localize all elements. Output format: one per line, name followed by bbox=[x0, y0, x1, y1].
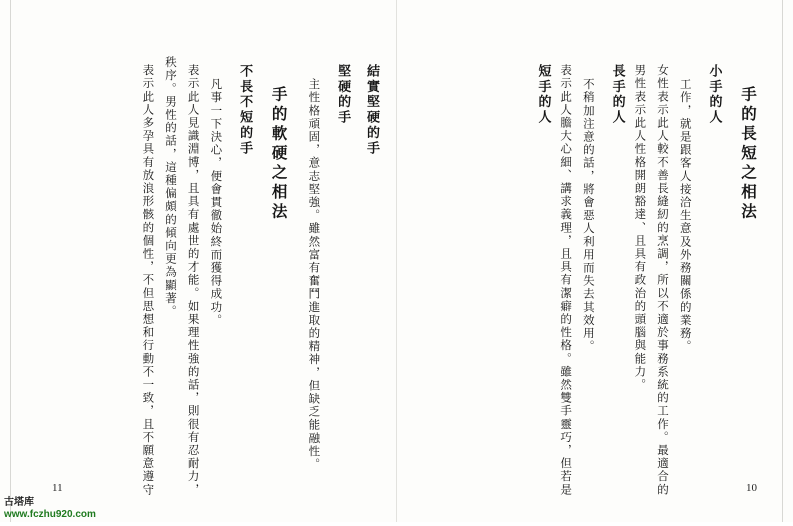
watermark-site-name: 古塔库 bbox=[4, 497, 34, 508]
body-line: 工作，就是跟客人接洽生意及外務關係的業務。 bbox=[678, 78, 693, 354]
section-heading-medium-hand: 不長不短的手 bbox=[237, 64, 253, 157]
body-line: 主性格頑固，意志堅強。雖然富有奮鬥進取的精神，但缺乏能融性。 bbox=[307, 78, 322, 471]
section-heading-hard-hand: 堅硬的手 bbox=[335, 64, 351, 126]
watermark-url: www.fczhu920.com bbox=[4, 508, 96, 520]
body-line: 秩序。男性的話，這種偏頗的傾向更為顯著。 bbox=[163, 56, 178, 318]
body-line: 凡事一下決心，便會貫徹始終而獲得成功。 bbox=[209, 78, 224, 327]
section-heading-firm-hard-hand: 結實堅硬的手 bbox=[364, 64, 379, 157]
section-heading-long-hand: 長手的人 bbox=[609, 64, 625, 126]
body-line: 男性表示此人性格開朗豁達、且具有政治的頭腦與能力。 bbox=[633, 64, 648, 392]
page-number-right: 10 bbox=[746, 482, 757, 494]
body-line: 女性表示此人較不善長縫紉的烹調，所以不適於事務系統的工作。最適合的 bbox=[656, 64, 671, 497]
body-line: 表示此人見識淵博，且具有處世的才能。如果理性強的話，則很有忍耐力， bbox=[186, 64, 201, 497]
page-right-heading: 手的長短之相法 bbox=[739, 86, 758, 223]
body-line: 表示此人膽大心細、講求義理，且具有潔癖的性格。雖然雙手靈巧，但若是 bbox=[559, 64, 574, 497]
watermark bbox=[4, 497, 96, 520]
section-heading-short-hand: 短手的人 bbox=[535, 64, 551, 126]
page-left-heading: 手的軟硬之相法 bbox=[269, 86, 289, 223]
section-heading-small-hand: 小手的人 bbox=[706, 64, 722, 126]
body-line: 表示此人多孕具有放浪形骸的個性，不但思想和行動不一致，且不願意遵守 bbox=[141, 64, 156, 497]
page-number-left: 11 bbox=[52, 482, 63, 494]
body-line: 不稍加注意的話，將會惡人利用而失去其效用。 bbox=[581, 78, 596, 354]
